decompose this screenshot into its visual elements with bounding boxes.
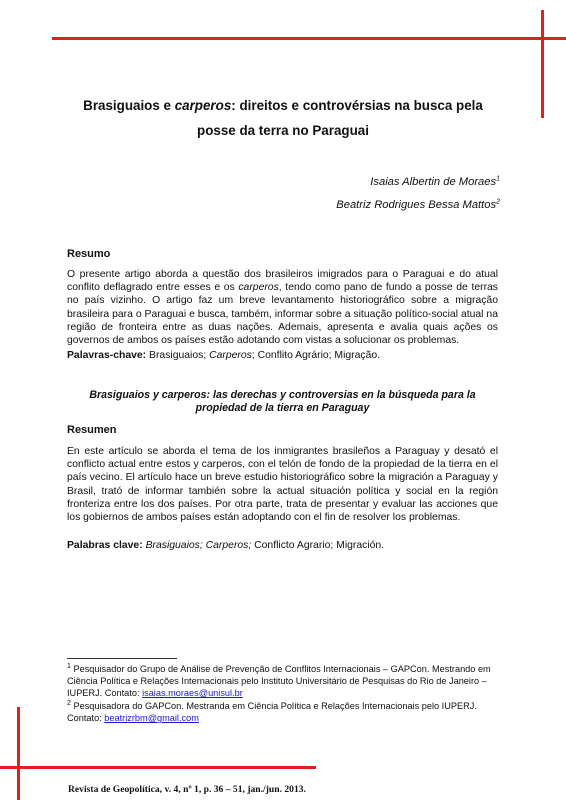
author-list: [336, 175, 500, 221]
footnote-divider: [67, 658, 177, 659]
footnote-1-email-link[interactable]: isaias.moraes@unisul.br: [142, 688, 243, 699]
author-2-footnote-ref[interactable]: 2: [496, 198, 500, 206]
title-line-1: Brasiguaios e carperos: direitos e controvérsias na busca pela: [83, 98, 483, 113]
spanish-title-line-2: propiedad de la tierra en Paraguay: [195, 402, 370, 414]
article-title: [40, 93, 526, 143]
author-1-footnote-ref[interactable]: 1: [496, 175, 500, 183]
bottom-vertical-rule: [17, 707, 20, 800]
spanish-title-line-1: Brasiguaios y carperos: las derechas y controversias en la búsqueda para la: [89, 389, 476, 401]
author-1: Isaias Albertin de Moraes$^1$: [370, 175, 500, 188]
author-2: Beatriz Rodrigues Bessa Mattos$^2$: [336, 198, 500, 211]
bottom-horizontal-rule: [0, 766, 316, 769]
footnote-2-email-link[interactable]: beatrizrbm@gmail.com: [104, 713, 199, 724]
resumen-heading: Resumen: [67, 424, 117, 436]
footnote-1: $^1$ Pesquisador do Grupo de Análise de Prevenção de Conflitos Internacionais – GAPCon. Mestrando em Ciência Política e Relações Internacionais pelo Instituto Universitário de Pesquisas do Rio de Janeiro – IUPERJ. Contato: isaias.moraes@unisul.br: [67, 662, 491, 699]
top-horizontal-rule: [52, 37, 566, 40]
journal-citation: Revista de Geopolítica, v. 4, nº 1, p. 36 – 51, jan./jun. 2013.: [68, 784, 306, 795]
resumen-paragraph: En este artículo se aborda el tema de los inmigrantes brasileños a Paraguay y desató el conflicto actual entre estos y carperos, con el telón de fondo de la propiedad de la tierra en el país vecino. El artículo hace un breve estudio historiográfico sobre la migración a Paraguay y Brasil, trató de informar también sobre la actual situación política y social en la región fronteriza entre los dos países. Por otra parte, trata de presentar y evaluar las acciones que los gobiernos de ambos países están adoptando con el fin de resolver los problemas.: [67, 446, 498, 524]
title-line-2: posse da terra no Paraguai: [197, 123, 369, 138]
spanish-title: [67, 389, 498, 415]
resumo-paragraph: O presente artigo aborda a questão dos brasileiros imigrados para o Paraguai e do atual conflito deflagrado entre esses e os carperos, tendo como pano de fundo a posse de terras no país vizinho. O artigo faz um breve levantamento historiográfico sobre a migração brasileira para o Paraguai e busca, também, informar sobre a situação político-social atual na região de fronteira entre as duas nações. Ademais, apresenta e avalia quais ações os governos de ambos os países estão adotando com vistas a solucionar os problemas.: [67, 269, 499, 347]
top-vertical-rule: [541, 10, 544, 118]
footnote-2: $^2$ Pesquisadora do GAPCon. Mestranda em Ciência Política e Relações Internacionais pelo IUPERJ. Contato: beatrizrbm@gmail.com: [67, 699, 477, 724]
palabras-clave: Palabras clave: Brasiguaios; Carperos; Conflicto Agrario; Migración.: [67, 540, 385, 551]
palavras-chave: Palavras-chave: Brasiguaios; Carperos; Conflito Agrário; Migração.: [67, 350, 381, 361]
resumo-heading: Resumo: [67, 248, 111, 260]
